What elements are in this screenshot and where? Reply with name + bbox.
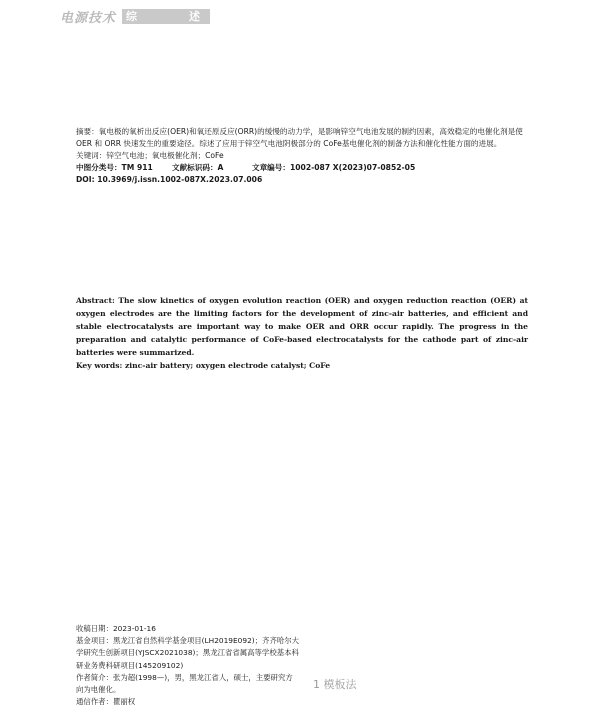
document-code: 文献标识码：A xyxy=(172,163,224,172)
funding: 基金项目：黑龙江省自然科学基金项目(LH2019E092)；齐齐哈尔大学研究生创新项目(YJSCX2021038)；黑龙江省省属高等学校基本科研业务费科研项目(145209102) xyxy=(76,636,300,670)
received-date: 收稿日期：2023-01-16 xyxy=(76,624,156,633)
footnote xyxy=(76,623,300,708)
english-abstract-block xyxy=(76,294,528,372)
section-heading: 1 模板法 xyxy=(313,678,357,691)
chinese-abstract: 摘要：氧电极的氧析出反应(OER)和氧还原反应(ORR)的缓慢的动力学，是影响锌空气电池发展的制约因素，高效稳定的电催化剂是使 OER 和 ORR 快速发生的重要途径。综述了应用于锌空气电池阴极部分的 CoFe基电催化剂的制备方法和催化性能方面的进展。 xyxy=(76,127,523,148)
chinese-keywords: 关键词：锌空气电池；氧电极催化剂；CoFe xyxy=(76,151,224,160)
doi: DOI: 10.3969/j.issn.1002-087X.2023.07.006 xyxy=(76,175,263,184)
journal-name: 电源技术 xyxy=(60,10,117,26)
english-keywords: Key words: zinc-air battery; oxygen electrode catalyst; CoFe xyxy=(76,361,331,370)
classification-row xyxy=(76,162,528,174)
section-tab-char-1: 综 xyxy=(126,10,138,23)
clc-number: 中图分类号：TM 911 xyxy=(76,163,153,172)
article-number: 文章编号：1002-087 X(2023)07-0852-05 xyxy=(252,163,416,172)
corresponding-author: 通信作者：瞿丽权 xyxy=(76,697,136,707)
section-tab xyxy=(122,9,210,24)
english-abstract: Abstract: The slow kinetics of oxygen evolution reaction (OER) and oxygen reduction reaction (OER) at oxygen electrodes are the limiting factors for the development of zinc-air batteries, and efficient and stable electrocatalysts are important way to make OER and ORR occur rapidly. The progress in the preparation and catalytic performance of CoFe-based electrocatalysts for the cathode part of zinc-air batteries were summarized. xyxy=(76,296,528,357)
journal-header xyxy=(60,6,210,26)
chinese-abstract-block xyxy=(76,126,528,186)
author-bio: 作者简介：张为超(1998—)，男，黑龙江省人，硕士，主要研究方向为电催化。 xyxy=(76,672,293,695)
section-tab-char-2: 述 xyxy=(189,10,201,23)
